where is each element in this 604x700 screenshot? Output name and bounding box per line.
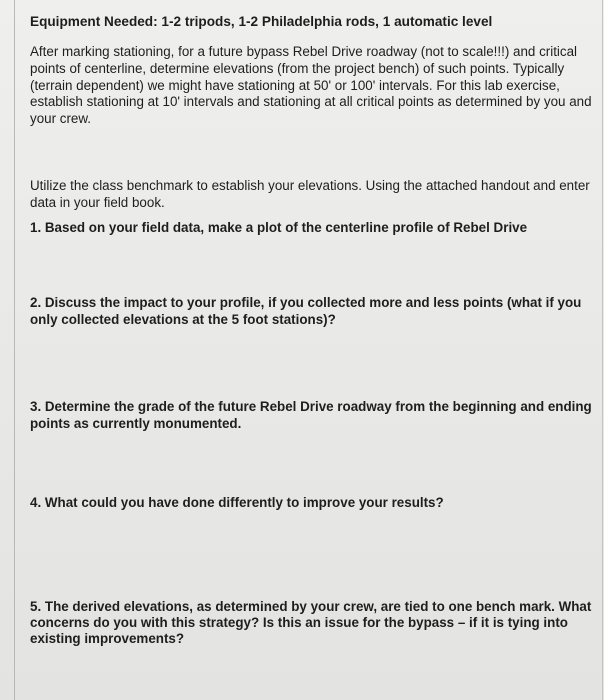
question-1: 1. Based on your field data, make a plot of the centerline profile of Rebel Drive [30,220,528,235]
question-5: 5. The derived elevations, as determined by your crew, are tied to one bench mark. What concerns do you with this strategy? Is this an issue for the bypass – if it is tying into existing improvements? [30,599,592,646]
page-left-edge [14,0,15,700]
intro-paragraph: After marking stationing, for a future bypass Rebel Drive roadway (not to scale!!!) and critical points of centerline, determine elevations (from the project bench) of such points. Typically (terrain dependent) we might have stationing at 50' or 100' intervals. For this lab exercise, establish stationing at 10' intervals and stationing at all critical points as determined by you and your crew. [30,44,592,127]
question-4: 4. What could you have done differently to improve your results? [30,495,444,510]
question-3: 3. Determine the grade of the future Rebel Drive roadway from the beginning and ending points as currently monumented. [30,399,592,431]
page-right-edge [602,0,603,700]
equipment-needed: Equipment Needed: 1-2 tripods, 1-2 Philadelphia rods, 1 automatic level [30,14,493,29]
handout-paragraph: Utilize the class benchmark to establish your elevations. Using the attached handout and enter data in your field book. [30,178,590,210]
question-2: 2. Discuss the impact to your profile, if you collected more and less points (what if you only collected elevations at the 5 foot stations)? [30,295,582,327]
